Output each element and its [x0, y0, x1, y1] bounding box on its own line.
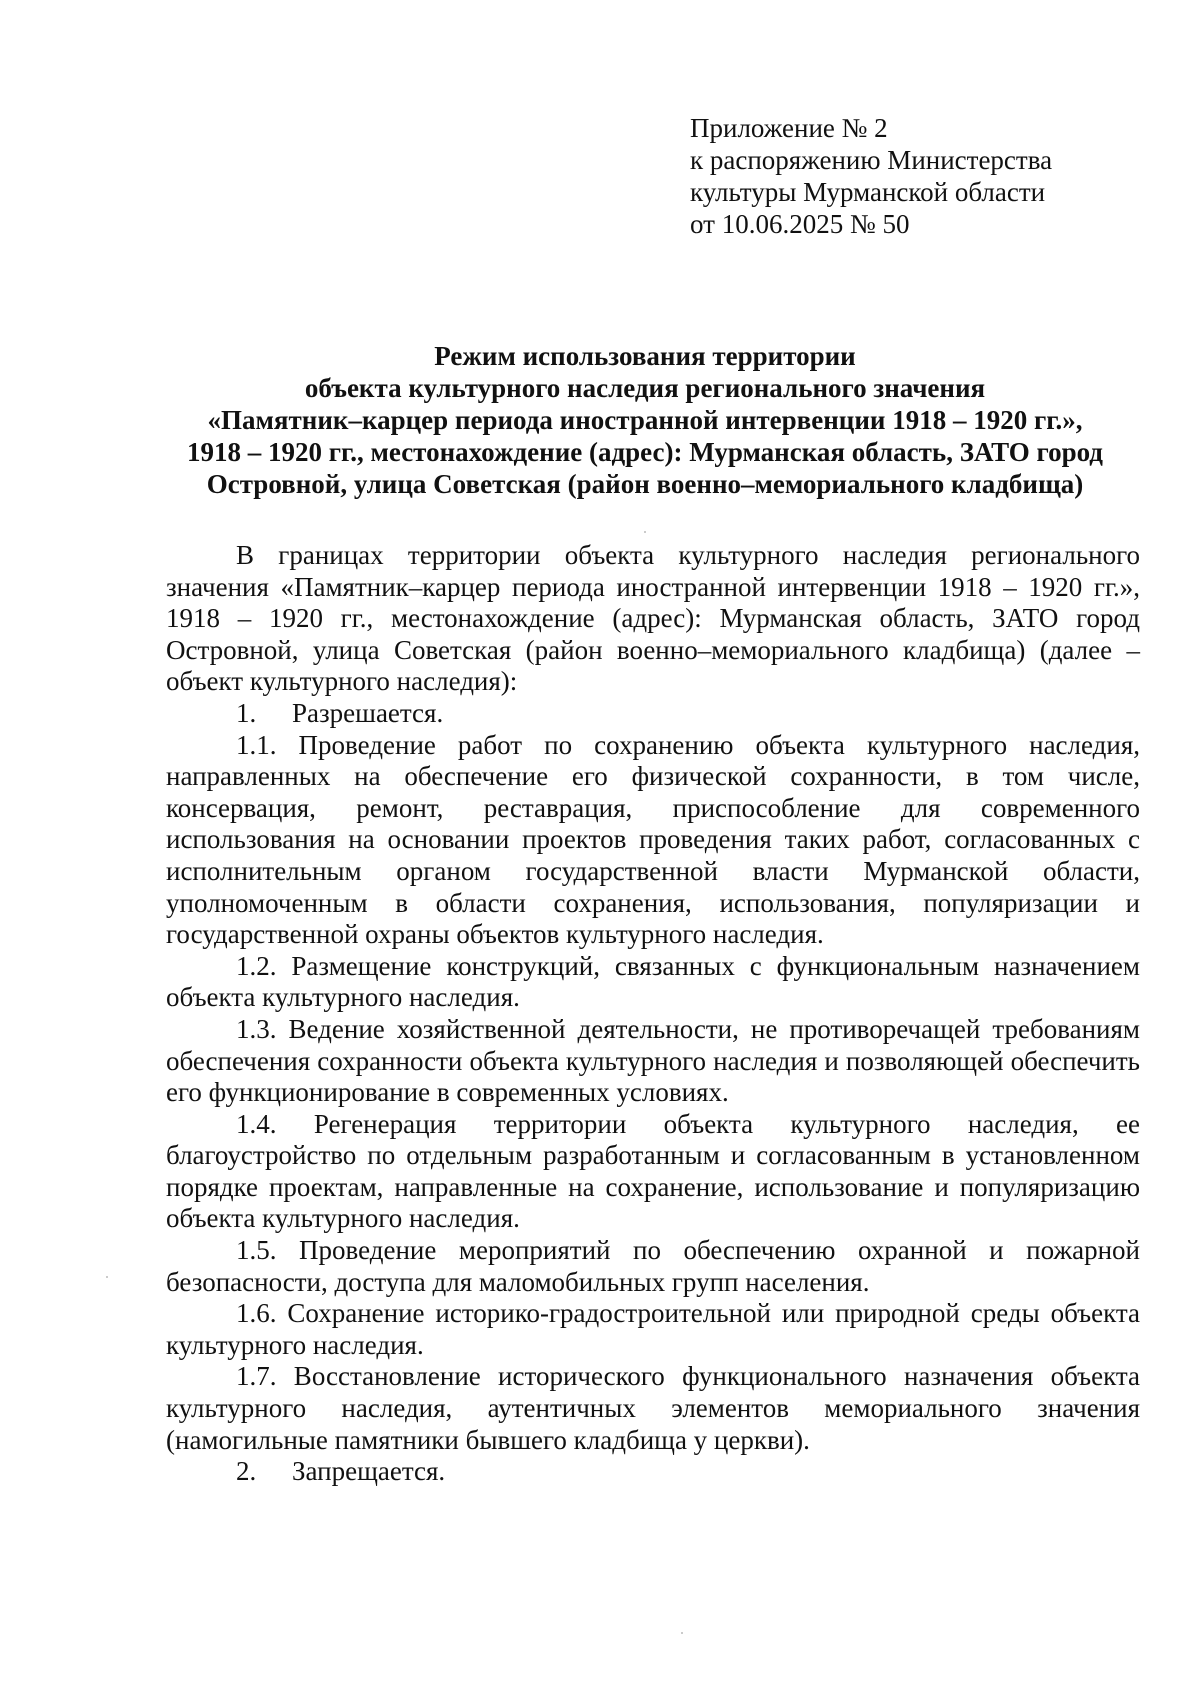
item-1-3: 1.3. Ведение хозяйственной деятельности, не противоречащей требованиям обеспечения сохранности объекта культурного наследия и позволяющей обеспечить его функционирование в современных условиях.: [166, 1013, 1140, 1108]
document-title: [150, 340, 1140, 500]
title-line-1: Режим использования территории: [434, 341, 856, 371]
document-body: [166, 540, 1140, 1488]
item-1-1: 1.1. Проведение работ по сохранению объекта культурного наследия, направленных на обеспечение его физической сохранности, в том числе, консервация, ремонт, реставрация, приспособление для современного использования на основании проектов проведения таких работ, согласованных с исполнительным органом государственной власти Мурманской области, уполномоченным в области сохранения, использования, популяризации и государственной охраны объектов культурного наследия.: [166, 729, 1140, 950]
appendix-order-ref: к распоряжению Министерства: [690, 145, 1053, 175]
section-1-number: 1.: [236, 697, 257, 728]
scan-speck: [644, 531, 646, 533]
appendix-ministry: культуры Мурманской области: [690, 177, 1046, 207]
title-line-3: «Памятник–карцер периода иностранной интервенции 1918 – 1920 гг.»,: [207, 405, 1083, 435]
section-2-label: Запрещается.: [292, 1456, 446, 1487]
scan-speck: [106, 1276, 108, 1278]
scan-speck: [681, 1632, 683, 1634]
appendix-header: [690, 112, 1150, 240]
item-1-4: 1.4. Регенерация территории объекта культурного наследия, ее благоустройство по отдельным разработанным и согласованным в установленном порядке проектам, направленные на сохранение, использование и популяризацию объекта культурного наследия.: [166, 1108, 1140, 1234]
title-line-2: объекта культурного наследия регионального значения: [304, 373, 986, 403]
item-1-6: 1.6. Сохранение историко-градостроительной или природной среды объекта культурного наследия.: [166, 1298, 1140, 1360]
section-1-heading: [166, 698, 1140, 730]
section-2-heading: [166, 1456, 1140, 1488]
item-1-5: 1.5. Проведение мероприятий по обеспечению охранной и пожарной безопасности, доступа для маломобильных групп населения.: [166, 1235, 1140, 1297]
item-1-2: 1.2. Размещение конструкций, связанных с функциональным назначением объекта культурного наследия.: [166, 950, 1140, 1013]
title-line-5: Островной, улица Советская (район военно–мемориального кладбища): [206, 469, 1084, 499]
section-1-label: Разрешается.: [292, 697, 444, 728]
title-line-4: 1918 – 1920 гг., местонахождение (адрес): Мурманская область, ЗАТО город: [187, 437, 1103, 467]
item-1-7: 1.7. Восстановление исторического функционального назначения объекта культурного наследия, аутентичных элементов мемориального значения (намогильные памятники бывшего кладбища у церкви).: [166, 1361, 1140, 1455]
intro-paragraph: В границах территории объекта культурного наследия регионального значения «Памятник–карцер периода иностранной интервенции 1918 – 1920 гг.», 1918 – 1920 гг., местонахождение (адрес): Мурманская область, ЗАТО город Островной, улица Советская (район военно–мемориального кладбища) (далее – объект культурного наследия):: [166, 540, 1140, 697]
appendix-date-number: от 10.06.2025 № 50: [690, 209, 910, 239]
appendix-number: Приложение № 2: [690, 113, 888, 143]
section-2-number: 2.: [236, 1456, 257, 1487]
